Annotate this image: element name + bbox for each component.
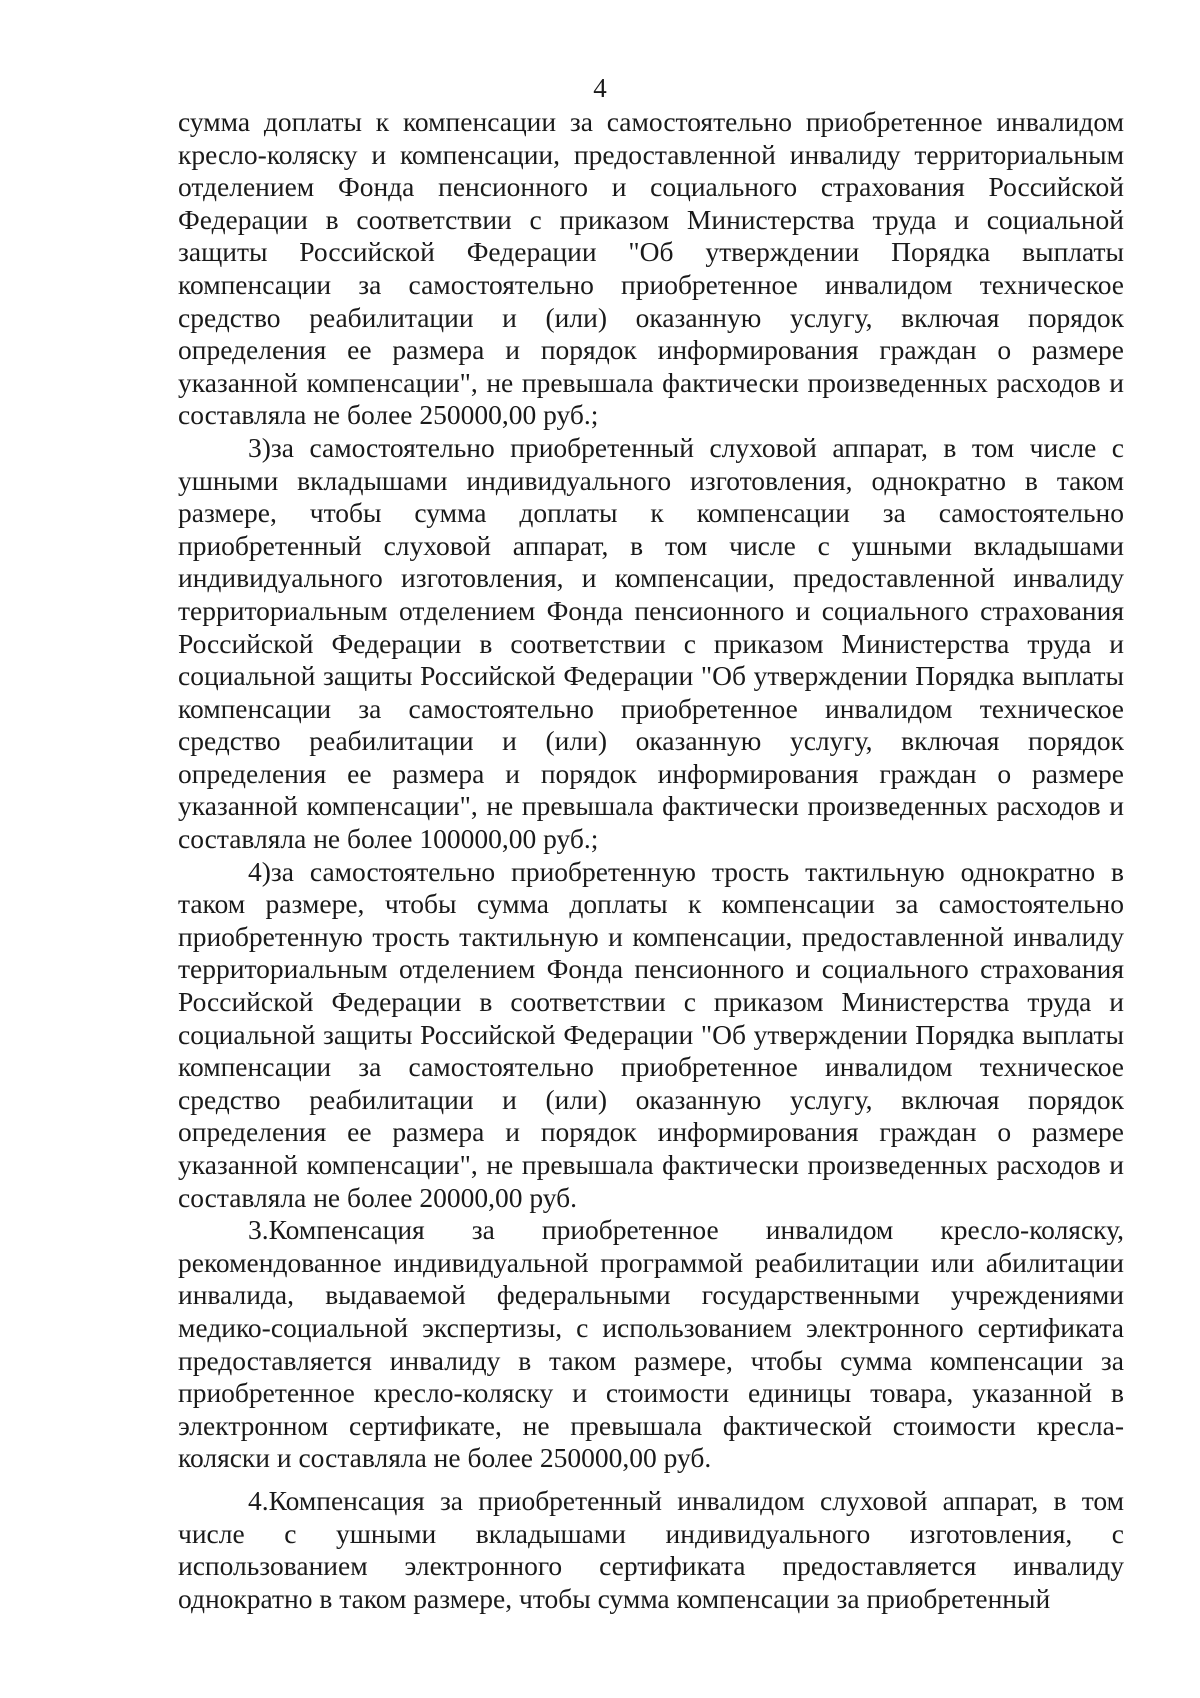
paragraph-section-4: 4.Компенсация за приобретенный инвалидом слуховой аппарат, в том числе с ушными вкладышами индивидуального изготовления, с использованием электронного сертификата предоставляется инвалиду однократно в таком размере, чтобы сумма компенсации за приобретенный (178, 1484, 1124, 1614)
page-number: 4 (593, 73, 607, 103)
paragraph-item-3: 3)за самостоятельно приобретенный слуховой аппарат, в том числе с ушными вкладышами индивидуального изготовления, однократно в таком размере, чтобы сумма доплаты к компенсации за самостоятельно приобретенный слуховой аппарат, в том числе с ушными вкладышами индивидуального изготовления, и компенсации, предоставленной инвалиду территориальным отделением Фонда пенсионного и социального страхования Российской Федерации в соответствии с приказом Министерства труда и социальной защиты Российской Федерации "Об утверждении Порядка выплаты компенсации за самостоятельно приобретенное инвалидом техническое средство реабилитации и (или) оказанную услугу, включая порядок определения ее размера и порядок информирования граждан о размере указанной компенсации", не превышала фактически произведенных расходов и составляла не более 100000,00 руб.; (178, 431, 1124, 855)
paragraph-continuation: сумма доплаты к компенсации за самостоятельно приобретенное инвалидом кресло-коляску и компенсации, предоставленной инвалиду территориальным отделением Фонда пенсионного и социального страхования Российской Федерации в соответствии с приказом Министерства труда и социальной защиты Российской Федерации "Об утверждении Порядка выплаты компенсации за самостоятельно приобретенное инвалидом техническое средство реабилитации и (или) оказанную услугу, включая порядок определения ее размера и порядок информирования граждан о размере указанной компенсации", не превышала фактически произведенных расходов и составляла не более 250000,00 руб.; (178, 106, 1124, 431)
document-body (178, 106, 1124, 1615)
paragraph-section-3: 3.Компенсация за приобретенное инвалидом кресло-коляску, рекомендованное индивидуальной программой реабилитации или абилитации инвалида, выдаваемой федеральными государственными учреждениями медико-социальной экспертизы, с использованием электронного сертификата предоставляется инвалиду в таком размере, чтобы сумма компенсации за приобретенное кресло-коляску и стоимости единицы товара, указанной в электронном сертификате, не превышала фактической стоимости кресла-коляски и составляла не более 250000,00 руб. (178, 1214, 1124, 1474)
paragraph-item-4: 4)за самостоятельно приобретенную трость тактильную однократно в таком размере, чтобы сумма доплаты к компенсации за самостоятельно приобретенную трость тактильную и компенсации, предоставленной инвалиду территориальным отделением Фонда пенсионного и социального страхования Российской Федерации в соответствии с приказом Министерства труда и социальной защиты Российской Федерации "Об утверждении Порядка выплаты компенсации за самостоятельно приобретенное инвалидом техническое средство реабилитации и (или) оказанную услугу, включая порядок определения ее размера и порядок информирования граждан о размере указанной компенсации", не превышала фактически произведенных расходов и составляла не более 20000,00 руб. (178, 855, 1124, 1213)
